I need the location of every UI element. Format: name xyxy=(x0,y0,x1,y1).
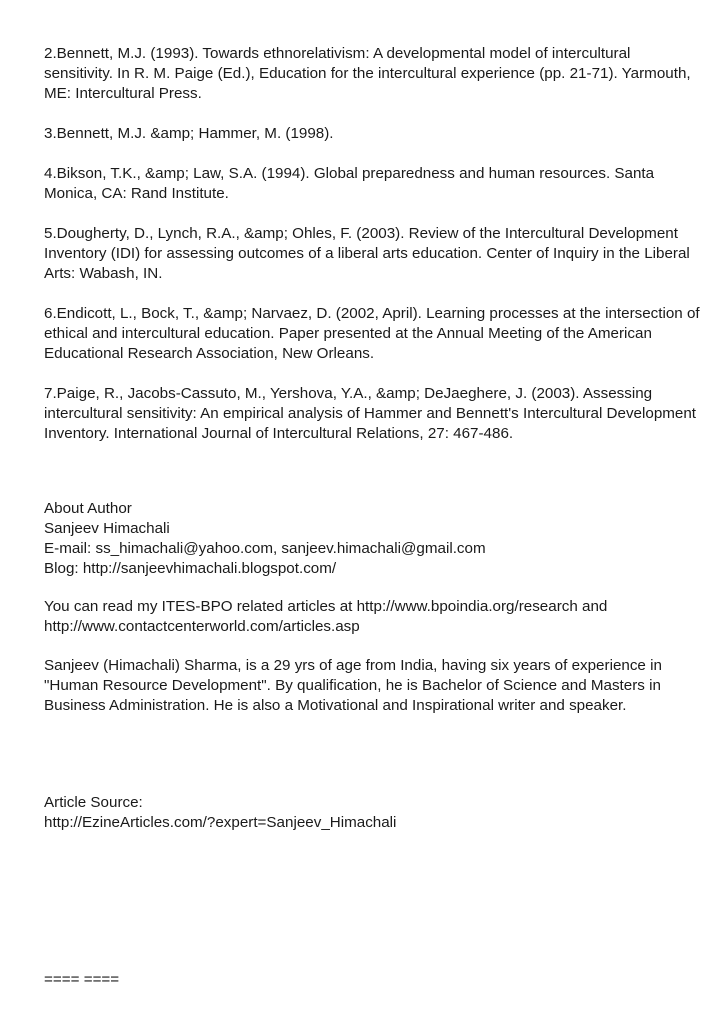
articles-note-line: You can read my ITES-BPO related articles at http://www.bpoindia.org/research and xyxy=(44,598,608,615)
author-bio xyxy=(44,656,694,716)
reference-line: 3.Bennett, M.J. &amp; Hammer, M. (1998). xyxy=(44,125,334,142)
reference-line: 6.Endicott, L., Bock, T., &amp; Narvaez, D. (2002, April). Learning processes at the intersection of xyxy=(44,305,700,322)
author-blog: Blog: http://sanjeevhimachali.blogspot.com/ xyxy=(44,560,337,577)
author-section xyxy=(44,499,694,579)
reference-entry xyxy=(44,124,694,144)
reference-line: ethical and intercultural education. Paper presented at the Annual Meeting of the American xyxy=(44,325,652,342)
bio-line: "Human Resource Development". By qualification, he is Bachelor of Science and Masters in xyxy=(44,677,661,694)
reference-line: Inventory (IDI) for assessing outcomes of a liberal arts education. Center of Inquiry in the Liberal xyxy=(44,245,690,262)
reference-entry xyxy=(44,164,694,204)
bio-line: Sanjeev (Himachali) Sharma, is a 29 yrs of age from India, having six years of experience in xyxy=(44,657,662,674)
author-name: Sanjeev Himachali xyxy=(44,520,170,537)
document-page xyxy=(44,0,700,1031)
reference-line: 2.Bennett, M.J. (1993). Towards ethnorelativism: A developmental model of intercultural xyxy=(44,45,631,62)
article-source-label: Article Source: xyxy=(44,794,143,811)
reference-line: Educational Research Association, New Orleans. xyxy=(44,345,375,362)
reference-entry xyxy=(44,384,697,444)
reference-entry xyxy=(44,304,700,364)
reference-line: sensitivity. In R. M. Paige (Ed.), Education for the intercultural experience (pp. 21-71). Yarmouth, xyxy=(44,65,691,82)
reference-line: Inventory. International Journal of Intercultural Relations, 27: 467-486. xyxy=(44,425,514,442)
author-heading: About Author xyxy=(44,500,132,517)
reference-line: intercultural sensitivity: An empirical analysis of Hammer and Bennett's Intercultural Development xyxy=(44,405,697,422)
reference-line: Arts: Wabash, IN. xyxy=(44,265,163,282)
reference-line: 7.Paige, R., Jacobs-Cassuto, M., Yershova, Y.A., &amp; DeJaeghere, J. (2003). Assessing xyxy=(44,385,653,402)
author-email: E-mail: ss_himachali@yahoo.com, sanjeev.himachali@gmail.com xyxy=(44,540,486,557)
reference-line: 4.Bikson, T.K., &amp; Law, S.A. (1994). Global preparedness and human resources. Santa xyxy=(44,165,655,182)
footer-separator: ==== ==== xyxy=(44,971,120,988)
reference-line: 5.Dougherty, D., Lynch, R.A., &amp; Ohles, F. (2003). Review of the Intercultural Development xyxy=(44,225,678,242)
article-source xyxy=(44,793,694,833)
bio-line: Business Administration. He is also a Motivational and Inspirational writer and speaker. xyxy=(44,697,627,714)
footer-separator-block xyxy=(44,970,694,990)
article-source-url: http://EzineArticles.com/?expert=Sanjeev_Himachali xyxy=(44,814,397,831)
reference-entry xyxy=(44,44,694,104)
reference-entry xyxy=(44,224,694,284)
reference-line: Monica, CA: Rand Institute. xyxy=(44,185,229,202)
articles-note-line: http://www.contactcenterworld.com/articles.asp xyxy=(44,618,360,635)
articles-note xyxy=(44,597,694,637)
reference-line: ME: Intercultural Press. xyxy=(44,85,202,102)
